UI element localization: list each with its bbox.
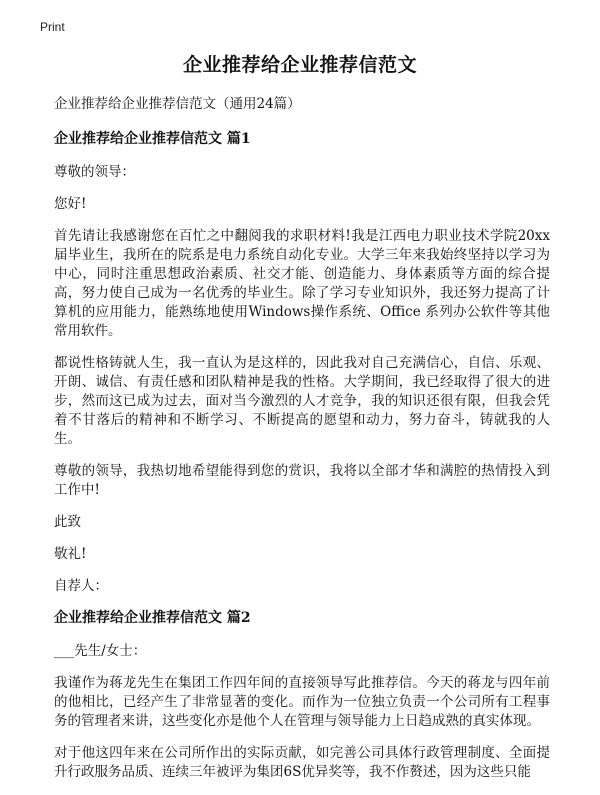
document-title: 企业推荐给企业推荐信范文 xyxy=(182,54,417,76)
paragraph: 我谨作为蒋龙先生在集团工作四年间的直接领导写此推荐信。今天的蒋龙与四年前的他相比，已经产生了非常显著的变化。而作为一位独立负责一个公司所有工程事务的管理者来讲，这些变化亦是他个人在管理与领导能力上日趋成熟的真实体现。 xyxy=(54,675,550,729)
section-heading-2: 企业推荐给企业推荐信范文 篇2 xyxy=(54,610,251,626)
paragraph: 首先请让我感谢您在百忙之中翻阅我的求职材料!我是江西电力职业技术学院20xx届毕业生，我所在的院系是电力系统自动化专业。大学三年来我始终坚持以学习为中心，同时注重思想政治素质、社交才能、创造能力、身体素质等方面的综合提高，努力使自己成为一名优秀的毕业生。除了学习专业知识外，我还努力提高了计算机的应用能力，能熟练地使用Windows操作系统、Office 系列办公软件等其他常用软件。 xyxy=(54,228,550,339)
paragraph: 都说性格铸就人生，我一直认为是这样的，因此我对自己充满信心，自信、乐观、开朗、诚信、有责任感和团队精神是我的性格。大学期间，我已经取得了很大的进步，然而这已成为过去，面对当今激烈的人才竞争，我的知识还很有限，但我会凭着不甘落后的精神和不断学习、不断提高的愿望和动力，努力奋斗，铸就我的人生。 xyxy=(54,355,550,447)
document-subtitle: 企业推荐给企业推荐信范文（通用24篇） xyxy=(54,96,301,112)
salutation: 尊敬的领导： xyxy=(54,164,135,180)
closing-line: 此致 xyxy=(54,514,81,530)
salutation: ___先生/女士： xyxy=(54,643,147,659)
paragraph: 尊敬的领导，我热切地希望能得到您的赏识，我将以全部才华和满腔的热情投入到工作中! xyxy=(54,463,550,498)
section-heading-1: 企业推荐给企业推荐信范文 篇1 xyxy=(54,131,251,147)
print-link[interactable]: Print xyxy=(40,20,65,34)
paragraph: 对于他这四年来在公司所作出的实际贡献，如完善公司具体行政管理制度、全面提升行政服务品质、连续三年被评为集团6S优异奖等，我不作赘述，因为这些只能 xyxy=(54,745,550,780)
greeting: 您好! xyxy=(54,196,87,212)
closing-line: 敬礼! xyxy=(54,546,87,562)
document-body xyxy=(54,95,550,795)
signature-line: 自荐人： xyxy=(54,578,108,594)
